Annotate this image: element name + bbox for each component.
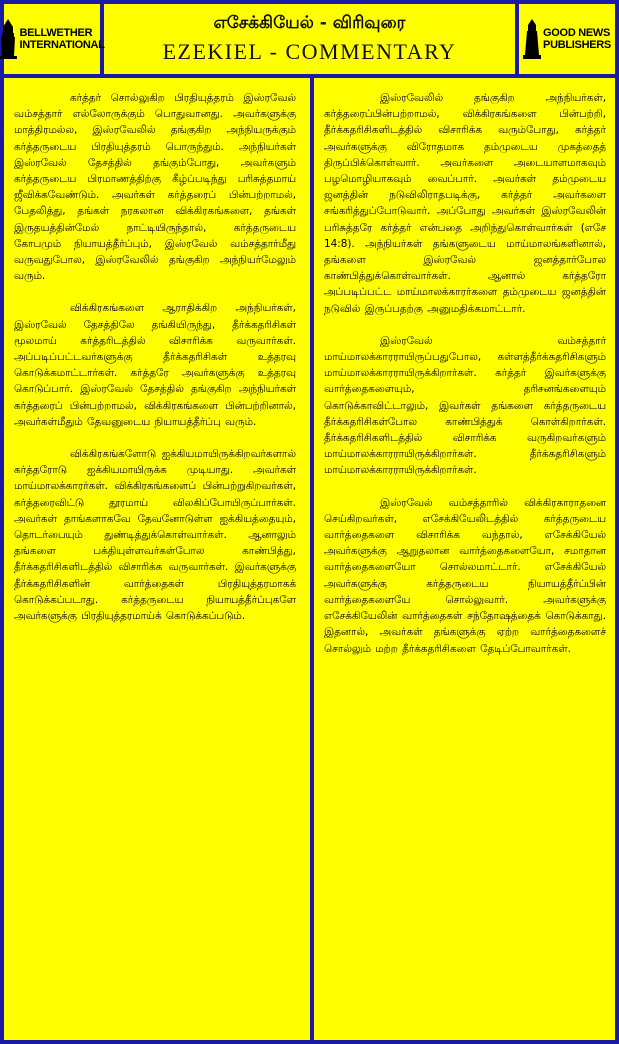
lighthouse-icon [523,19,541,59]
bell-tower-icon [0,19,17,59]
paragraph: விக்கிரகங்களோடு ஐக்கியமாயிருக்கிறவர்களால் கர்த்தரோடு ஐக்கியமாயிருக்க முடியாது. அவர்கள் மாய்மாலக்காரர்கள். விக்கிரகங்களைப் பின்பற்றுகிறவர்கள், கர்த்தரைவிட்டு தூரமாய் விலகிப்போயிருப்பார்கள். அவர்கள் தாங்களாகவே தேவனோடுள்ள ஐக்கியத்தையும், தொடர்பையும் துண்டித்துக்கொள்வார்கள். ஆனாலும் தங்களை பக்தியுள்ளவர்கள்போல காண்பித்து, தீர்க்கதரிசிகளிடத்தில் விசாரிக்க வருவார்கள். இவர்களுக்கு தீர்க்கதரிசிகளின் வார்த்தைகள் பிரதியுத்தரமாகக் கொடுக்கப்படாது. கர்த்தருடைய நியாயத்தீர்ப்புகளே அவர்களுக்கு பிரதியுத்தரமாய்க் கொடுக்கப்படும். [14,448,296,623]
left-column [14,90,296,640]
bellwether-logo [4,4,104,74]
paragraph: கர்த்தர் சொல்லுகிற பிரதியுத்தரம் இஸ்ரவேல் வம்சத்தார் எல்லோருக்கும் பொதுவானது. அவர்களுக்கு மாத்திரமல்ல, இஸ்ரவேலில் தங்குகிற அந்நியருக்கும் கர்த்தருடைய பிரதியுத்தரம் பொருந்தும். அந்நியர்கள் இஸ்ரவேல் தேசத்தில் தங்கும்போது, அவர்களும் கர்த்தருடைய பிரமாணத்திற்கு கீழ்ப்படிந்து பரிசுத்தமாய் ஜீவிக்கவேண்டும். அவர்கள் கர்த்தரைப் பின்பற்றாமல், பேதலித்து, தங்கள் நரகலான விக்கிரகங்களை, தங்கள் இருதயத்தின்மேல் நாட்டியிருந்தால், கர்த்தருடைய கோபமும் நியாயத்தீர்ப்பும், இஸ்ரவேல் வம்சத்தார்மீது வருவதுபோல, இஸ்ரவேலில் தங்குகிற அந்நியர்மேலும் வரும். [14,92,296,283]
left-logo-line1: BELLWETHER [19,27,93,39]
paragraph: இஸ்ரவேல் வம்சத்தாரில் விக்கிரகாராதனை செய்கிறவர்கள், எசேக்கியேலிடத்தில் கர்த்தருடைய வார்த்தைகளை விசாரிக்க வந்தால், எசேக்கியேல் அவர்களுக்கு ஆறுதலான வார்த்தைகளையோ, சமாதான வார்த்தைகளையோ சொல்லமாட்டார். எசேக்கியேல் அவர்களுக்கு கர்த்தருடைய நியாயத்தீர்ப்பின் வார்த்தைகளையே சொல்லுவார். அவர்களுக்கு எசேக்கியேலின் வார்த்தைகள் சந்தோஷத்தைக் கொடுக்காது. இதனால், அவர்கள் தங்களுக்கு ஏற்ற வார்த்தைகளைச் சொல்லும் மற்ற தீர்க்கதரிசிகளை தேடிப்போவார்கள். [324,496,606,655]
title-tamil: எசேக்கியேல் - விரிவுரை [213,13,406,33]
good-news-logo [515,4,615,74]
title-english: EZEKIEL - COMMENTARY [162,39,457,64]
paragraph: இஸ்ரவேலில் தங்குகிற அந்நியர்கள், கர்த்தரைப்பின்பற்றாமல், விக்கிரகங்களை பின்பற்றி, தீர்க்கதரிசிகளிடத்தில் விசாரிக்க வரும்போது, கர்த்தர் அவர்களுக்கு விரோதமாக தம்முடைய முகத்தைத் திருப்பிக்கொள்வார். அவர்களை அடையாளமாகவும் பழமொழியாகவும் வைப்பார். அவர்கள் தம்முடைய ஜனத்தின் நடுவிலிராதபடிக்கு, கர்த்தர் அவர்களை சங்கரித்துப்போடுவார். அப்போது அவர்கள் இஸ்ரவேலின் பரிசுத்தரே கர்த்தர் என்பதை அறிந்துகொள்வார்கள் (எசே 14:8). அந்நியர்கள் தங்களுடைய மாய்மாலங்களினால், தங்களை இஸ்ரவேல் ஜனத்தார்போல காண்பித்துக்கொள்வார்கள். ஆனால் கர்த்தரோ அப்படிப்பட்ட மாய்மாலக்காரர்களை தம்முடைய ஜனத்தின் நடுவில் இருப்பதற்கு அனுமதிக்கமாட்டார். [324,92,606,315]
left-logo-line2: INTERNATIONAL [19,39,105,51]
page-header [0,0,619,78]
title-block [104,4,515,74]
right-column [324,90,606,673]
right-logo-line2: PUBLISHERS [543,39,611,51]
paragraph: இஸ்ரவேல் வம்சத்தார் மாய்மாலக்காரராயிருப்பதுபோல, கள்ளத்தீர்க்கதரிசிகளும் மாய்மாலக்காரராயிருக்கிறார்கள். கர்த்தர் இவர்களுக்கு வார்த்தைகளையும், தரிசனங்களையும் கொடுக்காவிட்டாலும், இவர்கள் தங்களை கர்த்தருடைய தீர்க்கதரிசிகள்போல காண்பித்துக் கொள்கிறார்கள். தீர்க்கதரிசிகளிடத்தில் விசாரிக்க வருகிறவர்களும் மாய்மாலக்காரராயிருக்கிறார்கள். தீர்க்கதரிசிகளும் மாய்மாலக்காரராயிருக்கிறார்கள். [324,334,606,477]
right-logo-line1: GOOD NEWS [543,27,611,39]
column-divider [310,78,314,1040]
commentary-body [0,78,619,1044]
paragraph: விக்கிரகங்களை ஆராதிக்கிற அந்நியர்கள், இஸ்ரவேல் தேசத்திலே தங்கியிருந்து, தீர்க்கதரிசிகள் மூலமாய் கர்த்தரிடத்தில் விசாரிக்க வருவார்கள். அப்படிப்பட்டவர்களுக்கு தீர்க்கதரிசிகள் உத்தரவு கொடுக்கமாட்டார்கள். கர்த்தரே அவர்களுக்கு உத்தரவு கொடுப்பார். இஸ்ரவேல் தேசத்தில் தங்குகிற அந்நியர்கள் கர்த்தரைப் பின்பற்றாமல், விக்கிரகங்களை பின்பற்றினால், அவர்கள்மீதும் தேவனுடைய நியாயத்தீர்ப்பு வரும். [14,302,296,428]
